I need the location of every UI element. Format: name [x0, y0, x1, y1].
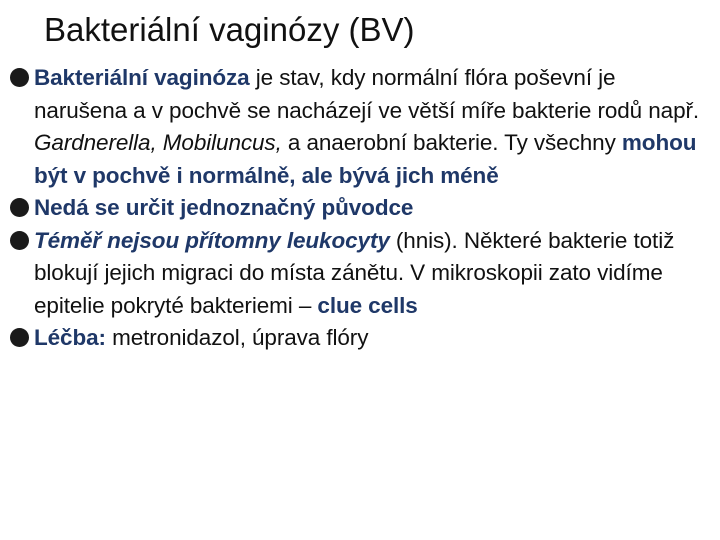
bullet-item-leukocytes	[10, 225, 710, 323]
bullet-item-pathogen	[10, 192, 710, 225]
bacteria-genera: Gardnerella, Mobiluncus,	[34, 130, 282, 155]
bullet-dot-icon	[10, 231, 29, 250]
bullet-item-definition	[10, 62, 710, 192]
clue-cells-term: clue cells	[317, 292, 418, 318]
definition-text-2: a anaerobní bakterie. Ty všechny	[281, 130, 622, 155]
treatment-label: Léčba:	[34, 325, 106, 350]
term-bakterialni-vaginoza: Bakteriální vaginóza	[34, 65, 250, 90]
leukocytes-note: Téměř nejsou přítomny leukocyty	[34, 227, 390, 253]
bullet-dot-icon	[10, 328, 29, 347]
slide-title: Bakteriální vaginózy (BV)	[44, 11, 415, 48]
normal-presence-note: mohou být v pochvě i normálně, ale bývá jich méně	[34, 130, 697, 188]
bullet-list	[10, 62, 710, 355]
treatment-text: metronidazol, úprava flóry	[105, 325, 369, 350]
pathogen-note: Nedá se určit jednoznačný původce	[34, 195, 414, 220]
bullet-dot-icon	[10, 198, 29, 217]
leukocytes-text: (hnis). Některé bakterie totiž blokují jejich migraci do místa zánětu. V mikroskopii zato vidíme epitelie pokryté bakteriemi –	[34, 227, 675, 318]
definition-text: je stav, kdy normální flóra poševní je narušena a v pochvě se nacházejí ve větší míře bakterie rodů např.	[34, 65, 700, 123]
bullet-dot-icon	[10, 68, 29, 87]
bullet-item-treatment	[10, 322, 710, 355]
